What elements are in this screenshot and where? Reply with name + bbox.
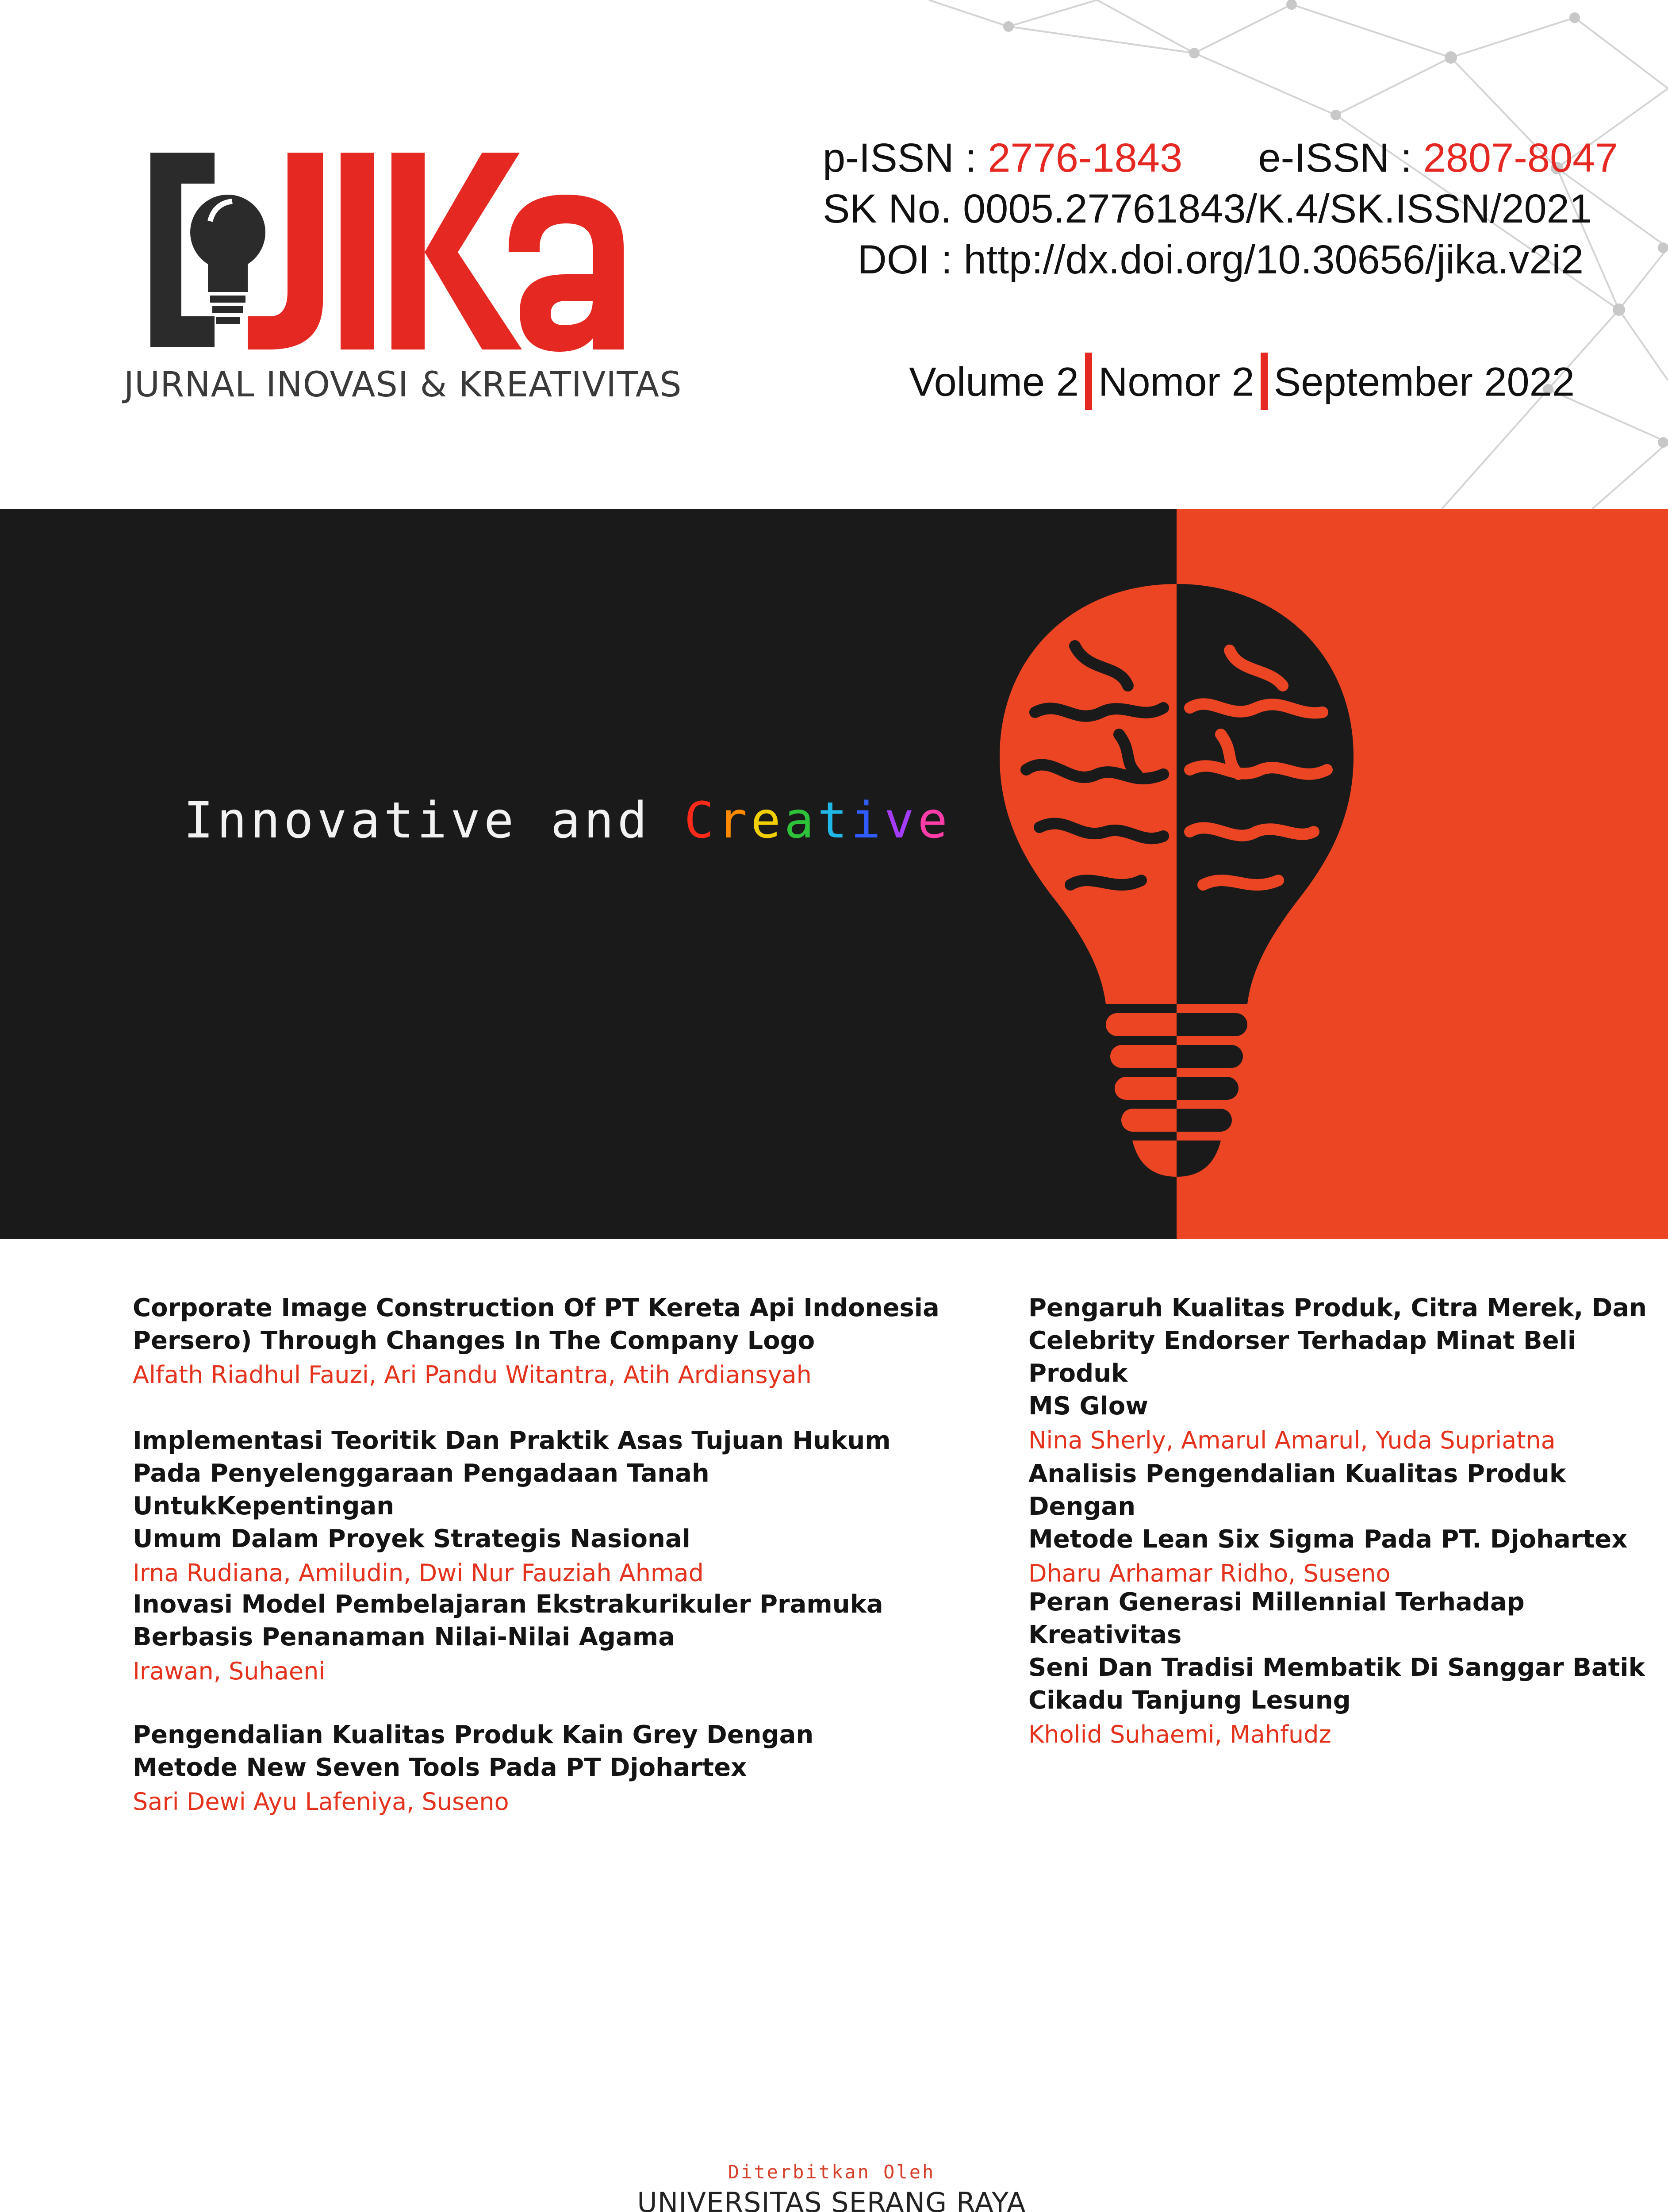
article-entry[interactable]	[133, 1292, 973, 1393]
brain-lightbulb-icon	[973, 566, 1398, 1212]
article-title	[133, 1719, 973, 1784]
article-title-line: Celebrity Endorser Terhadap Minat Beli Produk	[1028, 1326, 1576, 1388]
article-title-line: Inovasi Model Pembelajaran Ekstrakurikuler Pramuka	[133, 1590, 883, 1619]
journal-subtitle: JURNAL INOVASI & KREATIVITAS	[124, 365, 682, 405]
article-title-line: Pada Penyelenggaraan Pengadaan Tanah UntukKepentingan	[133, 1459, 709, 1521]
p-issn-label: p-ISSN :	[823, 135, 977, 180]
article-title-line: Berbasis Penanaman Nilai-Nilai Agama	[133, 1623, 675, 1651]
logo-wordmark	[119, 142, 641, 372]
article-entry[interactable]	[1028, 1292, 1656, 1458]
tagline	[184, 792, 951, 849]
divider-bar	[1085, 353, 1092, 410]
article-title-line: Corporate Image Construction Of PT Kereta Api Indonesia	[133, 1294, 939, 1322]
issn-line	[823, 133, 1618, 184]
tagline-letter: a	[784, 792, 818, 849]
tagline-letter: v	[884, 792, 918, 849]
article-entry[interactable]	[133, 1719, 973, 1820]
article-title	[133, 1588, 973, 1654]
article-authors: Irna Rudiana, Amiludin, Dwi Nur Fauziah Ahmad	[133, 1559, 704, 1587]
article-title-line: Metode Lean Six Sigma Pada PT. Djohartex	[1028, 1525, 1628, 1554]
journal-logo	[119, 142, 682, 416]
publisher-block	[610, 2161, 1053, 2212]
issue-info	[889, 356, 1575, 414]
article-title-line: Persero) Through Changes In The Company Logo	[133, 1326, 815, 1355]
article-title-line: Seni Dan Tradisi Membatik Di Sanggar Batik	[1028, 1653, 1645, 1682]
article-authors: Kholid Suhaemi, Mahfudz	[1028, 1720, 1331, 1748]
article-title-line: Implementasi Teoritik Dan Praktik Asas Tujuan Hukum	[133, 1426, 891, 1455]
article-authors: Alfath Riadhul Fauzi, Ari Pandu Witantra, Atih Ardiansyah	[133, 1361, 812, 1389]
publisher-name: UNIVERSITAS SERANG RAYA	[637, 2186, 1026, 2212]
article-authors: Dharu Arhamar Ridho, Suseno	[1028, 1559, 1391, 1587]
e-issn-value: 2807-8047	[1423, 135, 1618, 180]
article-title	[133, 1292, 973, 1357]
article-title-line: Pengaruh Kualitas Produk, Citra Merek, Dan	[1028, 1294, 1647, 1322]
article-title	[1028, 1458, 1656, 1556]
article-title-line: Metode New Seven Tools Pada PT Djohartex	[133, 1753, 747, 1782]
tagline-letter: e	[917, 792, 951, 849]
article-title-line: Pengendalian Kualitas Produk Kain Grey Dengan	[133, 1720, 814, 1749]
article-entry[interactable]	[133, 1588, 973, 1689]
divider-bar	[1261, 353, 1268, 410]
article-title	[1028, 1586, 1656, 1717]
article-authors: Nina Sherly, Amarul Amarul, Yuda Supriatna	[1028, 1426, 1556, 1454]
tagline-letter: e	[751, 792, 784, 849]
p-issn-value: 2776-1843	[988, 135, 1183, 180]
article-title	[133, 1425, 973, 1555]
identifier-block	[823, 133, 1618, 285]
article-entry[interactable]	[1028, 1458, 1656, 1591]
tagline-creative-word	[684, 792, 951, 849]
article-title-line: Analisis Pengendalian Kualitas Produk Dengan	[1028, 1459, 1566, 1521]
tagline-letter: i	[851, 792, 885, 849]
article-title	[1028, 1292, 1656, 1423]
tagline-letter: C	[684, 792, 717, 849]
article-entry[interactable]	[133, 1425, 973, 1591]
published-by-label: Diterbitkan Oleh	[728, 2161, 936, 2183]
article-authors: Irawan, Suhaeni	[133, 1657, 326, 1685]
tagline-letter: r	[717, 792, 751, 849]
article-title-line: Umum Dalam Proyek Strategis Nasional	[133, 1525, 690, 1553]
article-title-line: Peran Generasi Millennial Terhadap Kreativitas	[1028, 1588, 1525, 1649]
e-issn-label: e-ISSN :	[1258, 135, 1412, 180]
article-entry[interactable]	[1028, 1586, 1656, 1752]
cover-banner	[0, 509, 1668, 1239]
doi-link[interactable]: DOI : http://dx.doi.org/10.30656/jika.v2i2	[857, 237, 1584, 282]
volume-label: Volume 2	[909, 359, 1079, 405]
article-title-line: Cikadu Tanjung Lesung	[1028, 1686, 1351, 1715]
sk-number: SK No. 0005.27761843/K.4/SK.ISSN/2021	[823, 186, 1592, 231]
article-authors: Sari Dewi Ayu Lafeniya, Suseno	[133, 1788, 509, 1816]
lightbulb-icon	[190, 195, 265, 324]
tagline-prefix: Innovative and	[184, 792, 684, 849]
article-title-line: MS Glow	[1028, 1392, 1148, 1421]
number-label: Nomor 2	[1098, 359, 1254, 405]
issue-date: September 2022	[1273, 359, 1575, 405]
tagline-letter: t	[817, 792, 851, 849]
